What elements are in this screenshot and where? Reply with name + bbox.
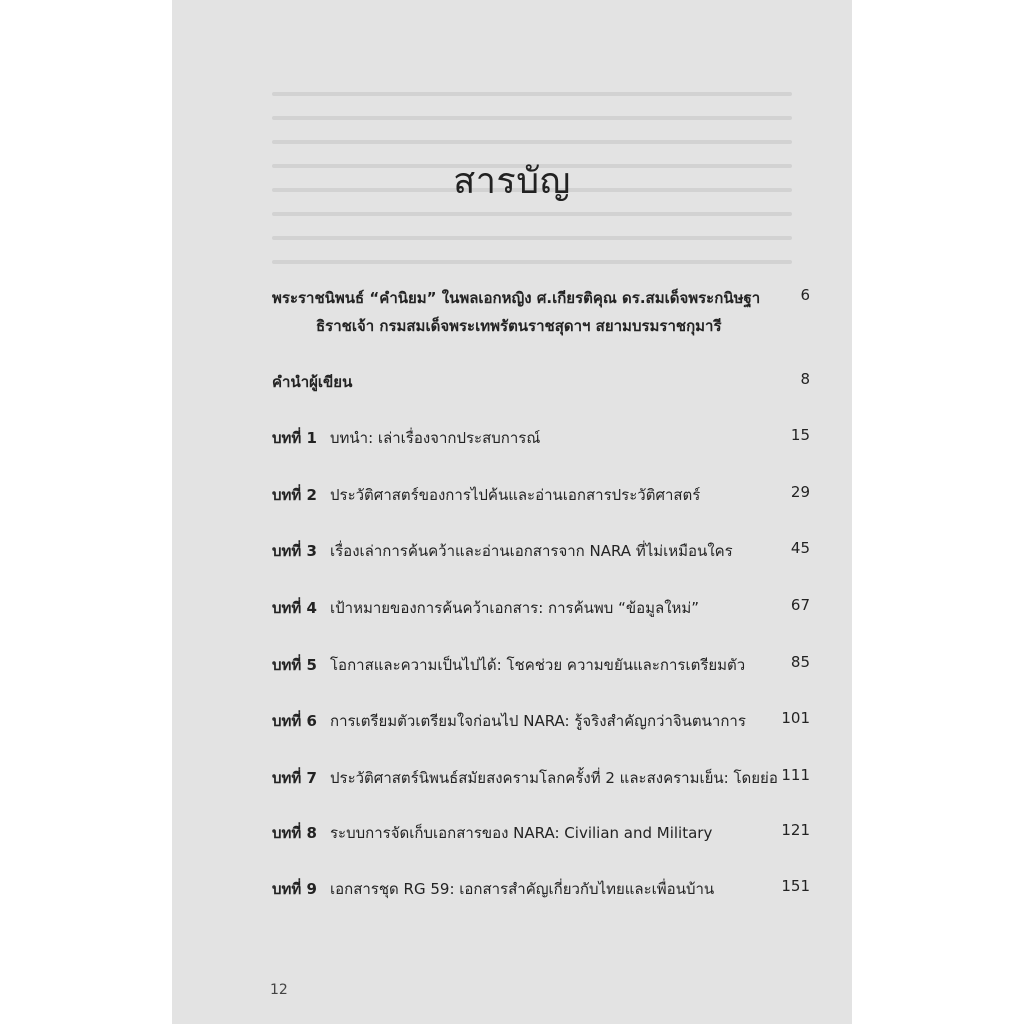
chapter-page: 45	[790, 539, 810, 557]
toc-entry-title-line2: ธิราชเจ้า กรมสมเด็จพระเทพรัตนราชสุดาฯ สยามบรมราชกุมารี	[316, 317, 722, 335]
chapter-label: บทที่ 6	[272, 712, 317, 730]
chapter-title: ประวัติศาสตร์ของการไปค้นและอ่านเอกสารประวัติศาสตร์	[330, 486, 701, 504]
chapter-title: เรื่องเล่าการค้นคว้าและอ่านเอกสารจาก NARA ที่ไม่เหมือนใคร	[330, 542, 733, 560]
chapter-title: บทนำ: เล่าเรื่องจากประสบการณ์	[330, 429, 541, 447]
chapter-label: บทที่ 4	[272, 599, 317, 617]
toc-entry-chapter-3[interactable]	[272, 539, 810, 563]
toc-entry-chapter-5[interactable]	[272, 653, 810, 677]
chapter-page: 151	[781, 877, 810, 895]
chapter-title: การเตรียมตัวเตรียมใจก่อนไป NARA: รู้จริงสำคัญกว่าจินตนาการ	[330, 712, 746, 730]
toc-entry-chapter-2[interactable]	[272, 483, 810, 507]
chapter-page: 67	[790, 596, 810, 614]
chapter-label: บทที่ 9	[272, 880, 317, 898]
toc-heading: สารบัญ	[453, 161, 571, 202]
toc-entry-chapter-1[interactable]	[272, 426, 810, 450]
chapter-page: 15	[790, 426, 810, 444]
chapter-page: 121	[781, 821, 810, 839]
chapter-page: 85	[790, 653, 810, 671]
chapter-title: ประวัติศาสตร์นิพนธ์สมัยสงครามโลกครั้งที่ 2 และสงครามเย็น: โดยย่อ	[330, 769, 778, 787]
toc-entry-chapter-4[interactable]	[272, 596, 810, 620]
toc-entry-preface[interactable]	[272, 370, 810, 394]
toc-entry-chapter-9[interactable]	[272, 877, 810, 901]
toc-entry-title-line1: พระราชนิพนธ์ “คำนิยม” ในพลเอกหญิง ศ.เกียรติคุณ ดร.สมเด็จพระกนิษฐา	[272, 289, 761, 307]
chapter-label: บทที่ 5	[272, 656, 317, 674]
toc-entry-foreword[interactable]	[272, 286, 810, 334]
page-number: 12	[270, 982, 288, 998]
chapter-title: เอกสารชุด RG 59: เอกสารสำคัญเกี่ยวกับไทยและเพื่อนบ้าน	[330, 880, 715, 898]
toc-entry-chapter-6[interactable]	[272, 709, 810, 733]
chapter-page: 111	[781, 766, 810, 784]
chapter-label: บทที่ 7	[272, 769, 317, 787]
chapter-page: 29	[790, 483, 810, 501]
chapter-label: บทที่ 2	[272, 486, 317, 504]
toc-entry-page: 6	[800, 286, 810, 304]
toc-entry-title: คำนำผู้เขียน	[272, 373, 353, 391]
toc-entry-page: 8	[800, 370, 810, 388]
chapter-title: ระบบการจัดเก็บเอกสารของ NARA: Civilian and Military	[330, 824, 713, 842]
toc-entry-chapter-8[interactable]	[272, 821, 810, 845]
chapter-title: โอกาสและความเป็นไปได้: โชคช่วย ความขยันและการเตรียมตัว	[330, 656, 746, 674]
chapter-label: บทที่ 8	[272, 824, 317, 842]
chapter-label: บทที่ 1	[272, 429, 317, 447]
chapter-label: บทที่ 3	[272, 542, 317, 560]
chapter-page: 101	[781, 709, 810, 727]
toc-entry-chapter-7[interactable]	[272, 766, 810, 790]
chapter-title: เป้าหมายของการค้นคว้าเอกสาร: การค้นพบ “ข้อมูลใหม่”	[330, 599, 700, 617]
